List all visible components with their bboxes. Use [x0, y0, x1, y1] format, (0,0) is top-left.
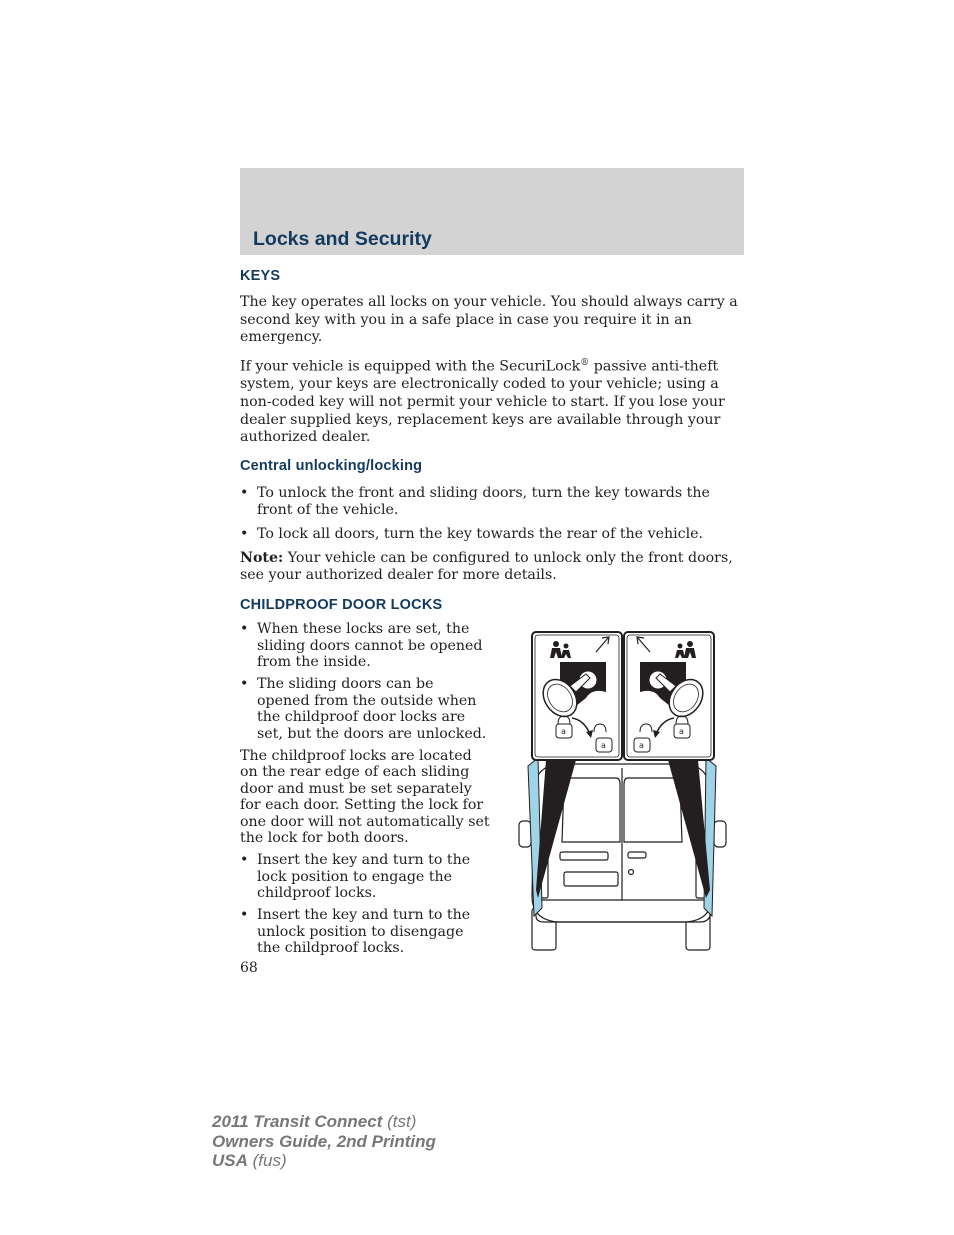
childproof-bullet-2-text: The sliding doors can be opened from the outside when the childproof door locks are set, but the doors are unlocked.: [257, 676, 487, 742]
central-bullet-1: [240, 485, 745, 518]
childproof-bullet-3: [240, 852, 490, 902]
child-lock-panel-right: [624, 632, 714, 760]
document-footer: [212, 1112, 436, 1171]
bullet-dot: •: [240, 907, 249, 923]
keys-paragraph-1: The key operates all locks on your vehicle. You should always carry a second key with you in a safe place in case you require it in an emergency.: [240, 294, 738, 346]
footer-model-code: (tst): [382, 1112, 417, 1131]
registered-mark: ®: [580, 358, 590, 368]
footer-line-3: [212, 1151, 436, 1171]
childproof-paragraph: The childproof locks are located on the rear edge of each sliding door and must be set separately for each door. Setting the lock for one door will not automatically set the lock for both doors.: [240, 748, 490, 847]
lock-letter-left: a: [679, 727, 684, 736]
central-locking-heading: Central unlocking/locking: [240, 458, 423, 474]
keys-p2-end: passive anti-theft system, your keys are electronically coded to your vehicle; using a non-coded key will not permit your vehicle to start. If you lose your dealer supplied keys, replacement keys are available through your authorized dealer.: [240, 358, 725, 446]
section-header-band: [240, 168, 744, 255]
bullet-dot: •: [240, 485, 249, 501]
keys-p2-start: If your vehicle is equipped with the SecuriLock: [240, 358, 581, 375]
childproof-bullet-1: [240, 621, 490, 671]
childproof-lock-illustration: [516, 628, 730, 954]
footer-guide: Owners Guide, 2nd Printing: [212, 1131, 436, 1151]
footer-line-1: [212, 1112, 436, 1132]
note-text: Your vehicle can be configured to unlock only the front doors, see your authorized dealer for more details.: [240, 550, 733, 583]
bullet-dot: •: [240, 621, 249, 637]
central-bullet-2-text: To lock all doors, turn the key towards the rear of the vehicle.: [257, 526, 704, 542]
footer-market: USA: [212, 1151, 248, 1170]
section-title: Locks and Security: [253, 228, 432, 250]
keys-paragraph-2: [240, 355, 745, 447]
childproof-bullet-2: [240, 676, 490, 742]
childproof-bullet-3-text: Insert the key and turn to the lock position to engage the childproof locks.: [257, 852, 471, 902]
footer-market-code: (fus): [247, 1151, 287, 1170]
lock-letter-right: a: [639, 741, 644, 750]
childproof-bullet-4-text: Insert the key and turn to the unlock position to disengage the childproof locks.: [257, 907, 471, 957]
childproof-bullet-4: [240, 907, 490, 957]
lock-letter-left: a: [561, 727, 566, 736]
keys-heading: KEYS: [240, 268, 281, 284]
footer-line-2: [212, 1132, 436, 1152]
note-label: Note:: [240, 550, 284, 566]
lock-letter-right: a: [601, 741, 606, 750]
child-lock-panel-left: [532, 632, 622, 760]
bullet-dot: •: [240, 526, 249, 542]
childproof-heading: CHILDPROOF DOOR LOCKS: [240, 597, 443, 613]
page-number: 68: [240, 960, 258, 976]
childproof-bullet-1-text: When these locks are set, the sliding doors cannot be opened from the inside.: [257, 621, 483, 671]
footer-model: 2011 Transit Connect: [212, 1112, 383, 1131]
central-note: [240, 550, 745, 584]
central-bullet-2: [240, 526, 745, 543]
bullet-dot: •: [240, 676, 249, 692]
central-bullet-1-text: To unlock the front and sliding doors, turn the key towards the front of the vehicle.: [257, 485, 710, 518]
bullet-dot: •: [240, 852, 249, 868]
